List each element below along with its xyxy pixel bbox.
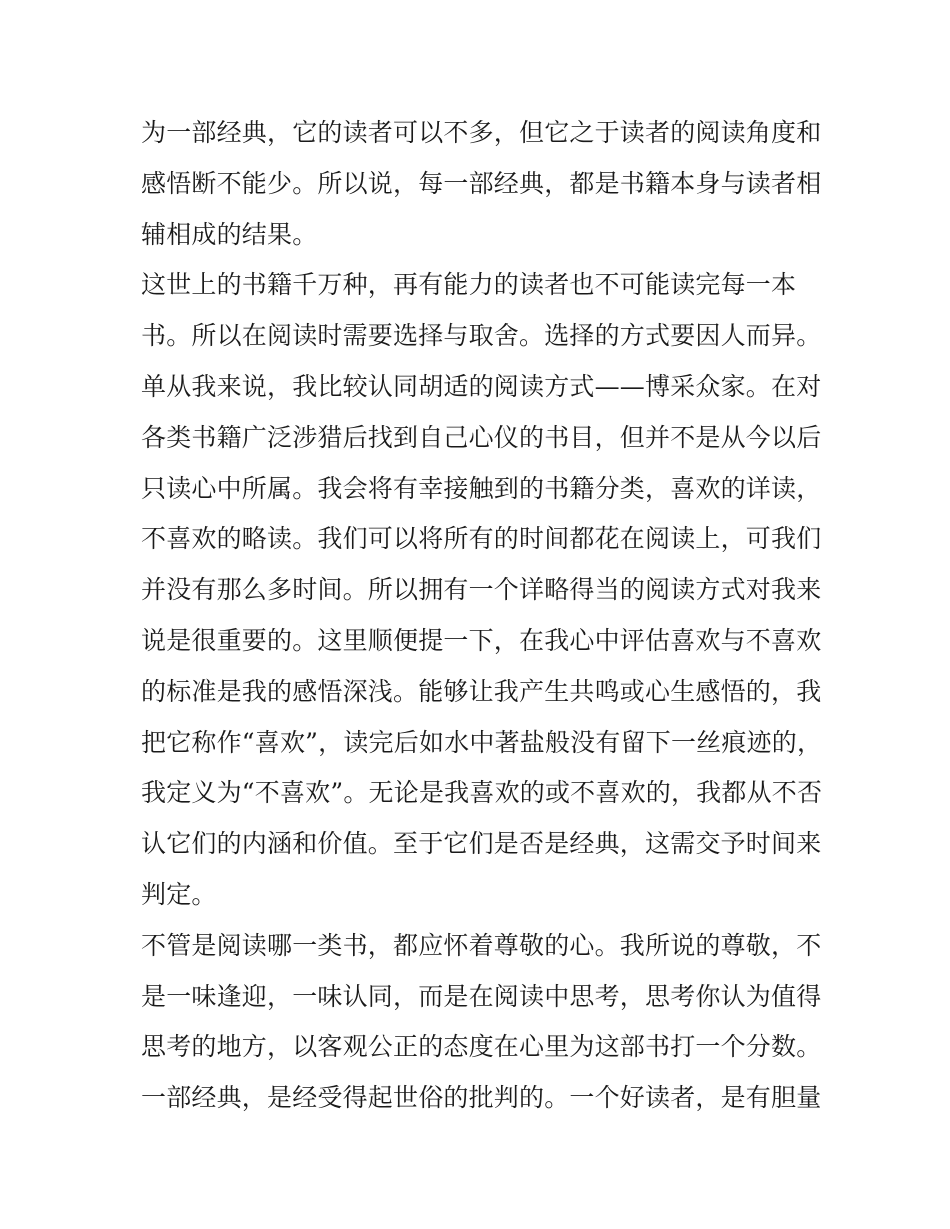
text-line: 思考的地方，以客观公正的态度在心里为这部书打一个分数。 xyxy=(141,1032,822,1062)
text-line: 的标准是我的感悟深浅。能够让我产生共鸣或心生感悟的，我 xyxy=(141,676,822,706)
text-line: 是一味逢迎，一味认同，而是在阅读中思考，思考你认为值得 xyxy=(141,981,822,1011)
text-line: 说是很重要的。这里顺便提一下，在我心中评估喜欢与不喜欢 xyxy=(141,625,822,655)
text-line: 一部经典，是经受得起世俗的批判的。一个好读者，是有胆量 xyxy=(141,1083,822,1113)
text-line: 为一部经典，它的读者可以不多，但它之于读者的阅读角度和 xyxy=(141,118,822,147)
text-line: 把它称作“喜欢”，读完后如水中著盐般没有留下一丝痕迹的， xyxy=(141,727,823,757)
text-line: 不管是阅读哪一类书，都应怀着尊敬的心。我所说的尊敬，不 xyxy=(141,930,822,960)
text-line: 不喜欢的略读。我们可以将所有的时间都花在阅读上，可我们 xyxy=(141,524,822,554)
text-line: 书。所以在阅读时需要选择与取舍。选择的方式要因人而异。 xyxy=(141,321,822,351)
text-line: 单从我来说，我比较认同胡适的阅读方式——博采众家。在对 xyxy=(141,371,822,401)
text-line: 各类书籍广泛涉猎后找到自己心仪的书目，但并不是从今以后 xyxy=(141,422,822,452)
text-line: 这世上的书籍千万种，再有能力的读者也不可能读完每一本 xyxy=(141,270,797,300)
text-line: 我定义为“不喜欢”。无论是我喜欢的或不喜欢的，我都从不否 xyxy=(141,778,823,808)
body-text xyxy=(141,108,821,1124)
text-line: 辅相成的结果。 xyxy=(141,219,318,249)
text-line: 只读心中所属。我会将有幸接触到的书籍分类，喜欢的详读， xyxy=(141,473,822,503)
text-line: 判定。 xyxy=(141,879,217,909)
text-line: 认它们的内涵和价值。至于它们是否是经典，这需交予时间来 xyxy=(141,829,822,859)
text-line: 感悟断不能少。所以说，每一部经典，都是书籍本身与读者相 xyxy=(141,168,822,198)
text-line: 并没有那么多时间。所以拥有一个详略得当的阅读方式对我来 xyxy=(141,575,822,605)
